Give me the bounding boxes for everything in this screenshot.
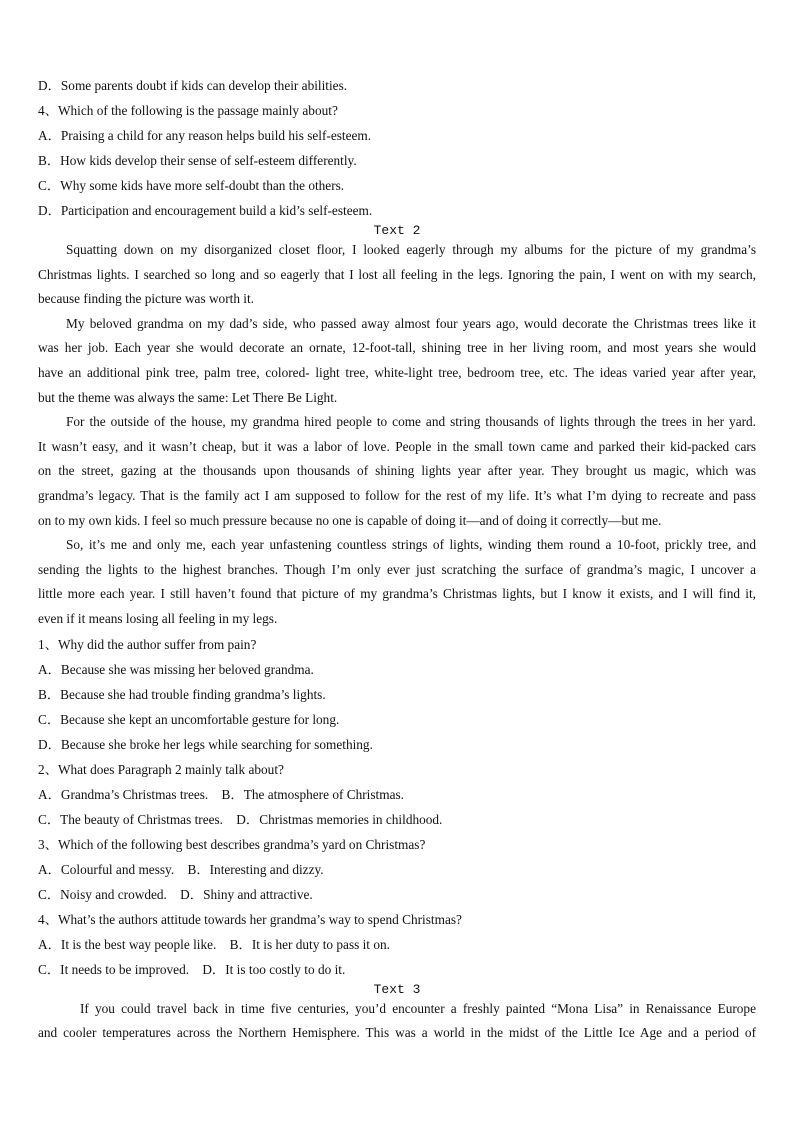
paragraph-line: on to my own kids. I feel so much pressure because no one is capable of doing it—and of doing it correctly—but me. bbox=[38, 512, 662, 528]
question-line: 3、Which of the following best describes grandma’s yard on Christmas? bbox=[38, 836, 426, 852]
paragraph-line: So, it’s me and only me, each year unfastening countless strings of lights, winding them round a 10-foot, prickly tree, and bbox=[66, 537, 756, 553]
question-line: 4、What’s the authors attitude towards her grandma’s way to spend Christmas? bbox=[38, 911, 462, 927]
paragraph-line: because finding the picture was worth it. bbox=[38, 291, 255, 307]
option-line: A．Colourful and messy. B．Interesting and dizzy. bbox=[38, 861, 324, 877]
paragraph-line: have an additional pink tree, palm tree, colored- light tree, white-light tree, bedroom tree, etc. The ideas varied year after year, bbox=[38, 364, 756, 380]
option-line: D．Some parents doubt if kids can develop their abilities. bbox=[38, 78, 348, 93]
option-line: A．Because she was missing her beloved grandma. bbox=[38, 661, 314, 677]
paragraph-line: was her job. Each year she would decorate an ornate, 12-foot-tall, shining tree in her living room, and most years she would bbox=[38, 340, 756, 356]
option-line: A．Grandma’s Christmas trees. B．The atmosphere of Christmas. bbox=[38, 786, 404, 802]
paragraph-line: It wasn’t easy, and it wasn’t cheap, but it was a labor of love. People in the small town came and parked their kid-packed cars bbox=[38, 438, 756, 454]
paragraph-line: on the street, gazing at the thousands upon thousands of shining lights year after year. They brought us magic, which was bbox=[38, 463, 756, 479]
question-line: 2、What does Paragraph 2 mainly talk about? bbox=[38, 761, 284, 777]
option-line: B．How kids develop their sense of self-esteem differently. bbox=[38, 153, 357, 168]
option-line: C．Why some kids have more self-doubt than the others. bbox=[38, 178, 345, 193]
document-page bbox=[38, 73, 756, 1046]
paragraph-line: If you could travel back in time five centuries, you’d encounter a freshly painted “Mona Lisa” in Renaissance Europe bbox=[80, 1000, 756, 1016]
paragraph-line: grandma’s legacy. That is the family act I am supposed to follow for the rest of my life. It’s what I’m dying to recreate and pass bbox=[38, 487, 756, 503]
question-line: 1、Why did the author suffer from pain? bbox=[38, 636, 257, 652]
option-line: C．It needs to be improved. D．It is too costly to do it. bbox=[38, 961, 346, 977]
paragraph-line: and cooler temperatures across the Northern Hemisphere. This was a world in the midst of the Little Ice Age and a period of bbox=[38, 1025, 756, 1041]
option-line: D．Because she broke her legs while searching for something. bbox=[38, 736, 373, 752]
option-line: D．Participation and encouragement build a kid’s self-esteem. bbox=[38, 203, 373, 218]
paragraph-line: but the theme was always the same: Let There Be Light. bbox=[38, 389, 338, 405]
option-line: A．Praising a child for any reason helps build his self-esteem. bbox=[38, 128, 372, 143]
option-line: A．It is the best way people like. B．It is her duty to pass it on. bbox=[38, 936, 390, 952]
option-line: C．Noisy and crowded. D．Shiny and attractive. bbox=[38, 886, 313, 902]
section-heading: Text 2 bbox=[373, 223, 421, 238]
section-heading: Text 3 bbox=[373, 981, 421, 997]
paragraph-line: For the outside of the house, my grandma hired people to come and string thousands of lights through the trees in her yard. bbox=[66, 414, 756, 430]
paragraph-line: even if it means losing all feeling in my legs. bbox=[38, 610, 278, 626]
option-line: C．Because she kept an uncomfortable gesture for long. bbox=[38, 711, 340, 727]
option-line: B．Because she had trouble finding grandma’s lights. bbox=[38, 686, 326, 702]
paragraph-line: little more each year. I still haven’t found that picture of my grandma’s Christmas lights, but I know it exists, and I will find it, bbox=[38, 586, 756, 602]
option-line: C．The beauty of Christmas trees. D．Christmas memories in childhood. bbox=[38, 811, 443, 827]
paragraph-line: Christmas lights. I searched so long and so eagerly that I lost all feeling in the legs. Ignoring the pain, I went on with my search, bbox=[38, 266, 756, 282]
paragraph-line: My beloved grandma on my dad’s side, who passed away almost four years ago, would decorate the Christmas trees like it bbox=[66, 315, 756, 331]
paragraph-line: sending the lights to the highest branches. Though I’m only ever just scratching the surface of grandma’s magic, I uncover a bbox=[38, 561, 756, 577]
paragraph-line: Squatting down on my disorganized closet floor, I looked eagerly through my albums for the picture of my grandma’s bbox=[66, 242, 756, 257]
question-line: 4、Which of the following is the passage mainly about? bbox=[38, 103, 338, 118]
